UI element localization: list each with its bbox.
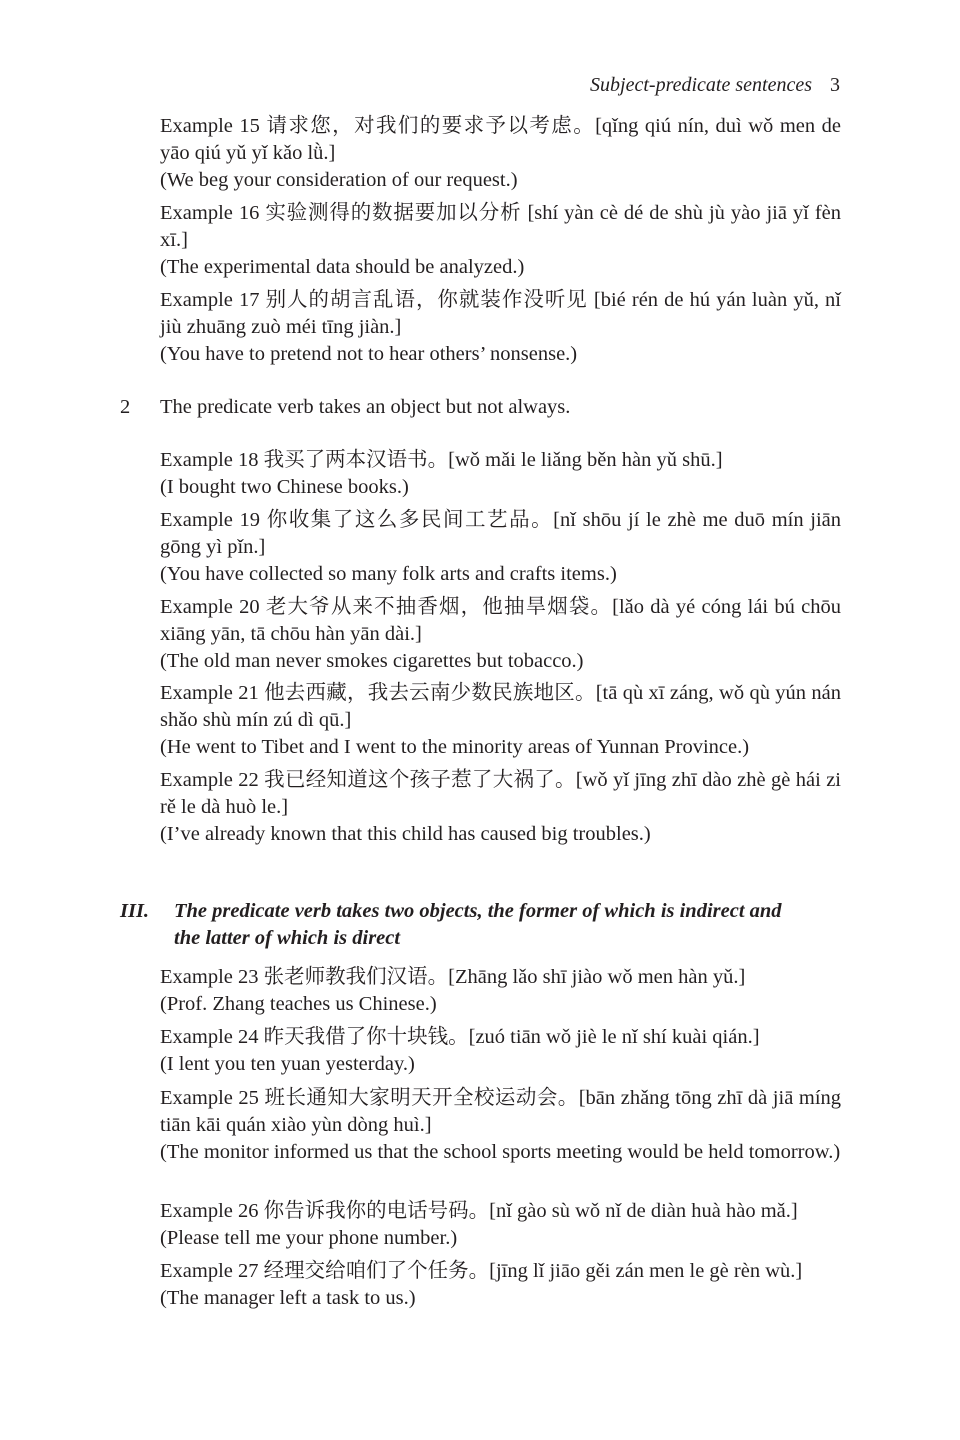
example-sentence	[160, 594, 841, 648]
example-pinyin: [nǐ shōu jí le zhè me duō mín jiān gōng yì pǐn.]	[160, 509, 842, 558]
list-item-number: 2	[120, 396, 131, 418]
example-label: Example 21	[160, 682, 259, 704]
example-chinese: 班长通知大家明天开全校运动会。	[264, 1087, 579, 1109]
example-pinyin: [wǒ yǐ jīng zhī dào zhè gè hái zi rě le dà huò le.]	[160, 769, 841, 818]
example-translation: (The manager left a task to us.)	[160, 1286, 416, 1309]
example-translation: (The monitor informed us that the school sports meeting would be held tomorrow.)	[160, 1140, 841, 1163]
example-chinese: 你收集了这么多民间工艺品。	[266, 509, 554, 531]
example-chinese: 经理交给咱们了个任务。	[263, 1260, 490, 1282]
example-chinese: 我已经知道这个孩子惹了大祸了。	[264, 769, 576, 791]
example-17	[160, 287, 841, 367]
example-pinyin: [shí yàn cè dé de shù jù yào jiā yǐ fèn xī.]	[160, 202, 842, 251]
example-sentence	[160, 680, 841, 734]
example-25	[160, 1085, 841, 1165]
example-23	[160, 964, 841, 1018]
example-label: Example 22	[160, 769, 259, 791]
example-sentence	[160, 200, 841, 254]
example-sentence	[160, 507, 841, 561]
example-pinyin: [jīng lǐ jiāo gěi zán men le gè rèn wù.]	[489, 1260, 803, 1282]
example-20	[160, 594, 841, 674]
example-translation: (The experimental data should be analyzed.)	[160, 255, 525, 278]
example-21	[160, 680, 841, 760]
example-26	[160, 1198, 841, 1252]
example-translation: (You have to pretend not to hear others’ nonsense.)	[160, 342, 578, 365]
example-22	[160, 767, 841, 847]
example-translation: (The old man never smokes cigarettes but tobacco.)	[160, 649, 584, 672]
example-label: Example 18	[160, 449, 259, 471]
example-sentence	[160, 964, 841, 991]
example-pinyin: [bān zhǎng tōng zhī dà jiā míng tiān kāi quán xiào yùn dòng huì.]	[160, 1087, 842, 1136]
example-16	[160, 200, 841, 280]
example-chinese: 请求您，对我们的要求予以考虑。	[266, 115, 596, 137]
example-label: Example 23	[160, 966, 259, 988]
example-translation: (I’ve already known that this child has caused big troubles.)	[160, 822, 651, 845]
section-title: The predicate verb takes two objects, the former of which is indirect and the latter of which is direct	[174, 900, 782, 949]
example-pinyin: [zuó tiān wǒ jiè le nǐ shí kuài qián.]	[468, 1026, 760, 1048]
example-translation: (I bought two Chinese books.)	[160, 475, 409, 498]
example-chinese: 老大爷从来不抽香烟，他抽旱烟袋。	[265, 596, 613, 618]
example-sentence	[160, 113, 841, 167]
example-pinyin: [lǎo dà yé cóng lái bú chōu xiāng yān, tā chōu hàn yān dài.]	[160, 596, 842, 645]
example-sentence	[160, 1024, 841, 1051]
example-pinyin: [wǒ mǎi le liǎng běn hàn yǔ shū.]	[448, 449, 723, 471]
example-24	[160, 1024, 841, 1078]
example-sentence	[160, 767, 841, 821]
example-translation: (We beg your consideration of our request.)	[160, 168, 518, 191]
example-chinese: 张老师教我们汉语。	[263, 966, 449, 988]
example-pinyin: [Zhāng lǎo shī jiào wǒ men hàn yǔ.]	[448, 966, 746, 988]
example-chinese: 昨天我借了你十块钱。	[263, 1026, 469, 1048]
list-item-text: The predicate verb takes an object but not always.	[160, 396, 571, 418]
example-pinyin: [qǐng qiú nín, duì wǒ men de yāo qiú yǔ yǐ kǎo lǜ.]	[160, 115, 842, 164]
section-number: III.	[120, 900, 150, 922]
example-sentence	[160, 447, 841, 474]
example-translation: (You have collected so many folk arts and crafts items.)	[160, 562, 617, 585]
example-27	[160, 1258, 841, 1312]
example-19	[160, 507, 841, 587]
example-15	[160, 113, 841, 193]
example-sentence	[160, 1258, 841, 1285]
example-pinyin: [bié rén de hú yán luàn yǔ, nǐ jiù zhuāng zuò méi tīng jiàn.]	[160, 289, 842, 338]
example-sentence	[160, 287, 841, 341]
example-chinese: 他去西藏，我去云南少数民族地区。	[264, 682, 596, 704]
running-head	[590, 72, 840, 99]
example-chinese: 我买了两本汉语书。	[263, 449, 449, 471]
example-label: Example 19	[160, 509, 261, 531]
example-pinyin: [nǐ gào sù wǒ nǐ de diàn huà hào mǎ.]	[489, 1200, 798, 1222]
example-translation: (I lent you ten yuan yesterday.)	[160, 1052, 415, 1075]
example-label: Example 25	[160, 1087, 259, 1109]
example-18	[160, 447, 841, 501]
example-label: Example 26	[160, 1200, 259, 1222]
example-translation: (Please tell me your phone number.)	[160, 1226, 458, 1249]
example-label: Example 16	[160, 202, 260, 224]
example-sentence	[160, 1085, 841, 1139]
example-chinese: 你告诉我你的电话号码。	[263, 1200, 490, 1222]
example-chinese: 实验测得的数据要加以分析	[265, 202, 522, 224]
example-label: Example 15	[160, 115, 260, 137]
example-translation: (Prof. Zhang teaches us Chinese.)	[160, 992, 437, 1015]
example-label: Example 27	[160, 1260, 259, 1282]
example-label: Example 17	[160, 289, 260, 311]
example-chinese: 别人的胡言乱语，你就装作没听见	[265, 289, 588, 311]
example-label: Example 20	[160, 596, 260, 618]
example-sentence	[160, 1198, 841, 1225]
example-translation: (He went to Tibet and I went to the minority areas of Yunnan Province.)	[160, 735, 750, 758]
example-label: Example 24	[160, 1026, 259, 1048]
example-pinyin: [tā qù xī záng, wǒ qù yún nán shǎo shù mín zú dì qū.]	[160, 682, 841, 731]
running-head-title: Subject-predicate sentences	[590, 74, 812, 96]
page-number: 3	[830, 74, 840, 96]
